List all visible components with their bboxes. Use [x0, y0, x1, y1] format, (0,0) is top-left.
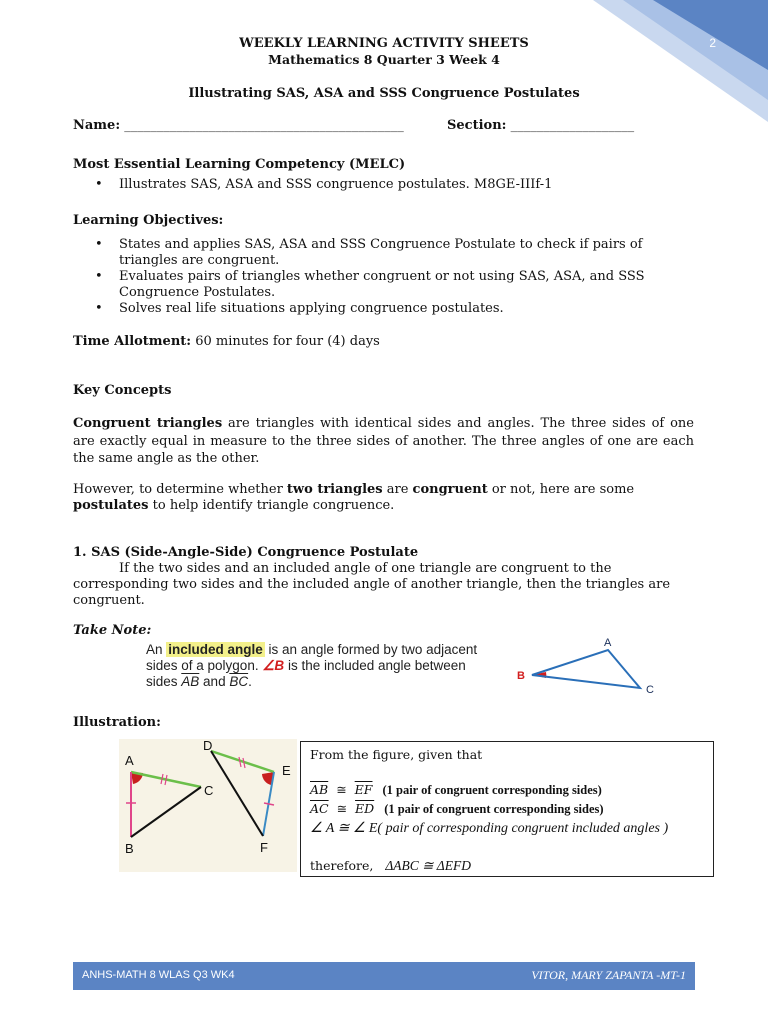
- section-field[interactable]: [447, 118, 634, 134]
- key-concepts-heading: Key Concepts: [73, 383, 172, 398]
- lesson-topic: Illustrating SAS, ASA and SSS Congruence Postulates: [188, 86, 580, 101]
- footer-author: VITOR, MARY ZAPANTA -MT-1: [531, 968, 686, 982]
- box-conclusion: therefore, ΔABC ≅ ΔEFD: [310, 858, 471, 873]
- congruent-triangles-term: Congruent triangles: [73, 416, 223, 431]
- take-note-label: Take Note:: [73, 623, 152, 638]
- objective-item: • States and applies SAS, ASA and SSS Congruence Postulate to check if pairs of triangles are congruent.: [73, 237, 673, 269]
- vertex-d-label: D: [203, 739, 213, 753]
- key-concepts-paragraph: Congruent triangles are triangles with identical sides and angles. The three sides of one are exactly equal in measure to the three sides of another. The three angles of one are each the same angle as the other.: [73, 416, 694, 466]
- box-intro: From the figure, given that: [310, 747, 483, 762]
- angle-b-ref: ∠B: [262, 658, 285, 673]
- sheet-title: WEEKLY LEARNING ACTIVITY SHEETS: [239, 36, 529, 51]
- melc-list: [73, 177, 693, 193]
- name-field[interactable]: [73, 118, 404, 134]
- included-angle-highlight: included angle: [168, 642, 263, 657]
- triangle-abc: [532, 650, 640, 688]
- page-footer: [73, 962, 695, 990]
- included-angle-figure: [510, 635, 670, 700]
- melc-heading: Most Essential Learning Competency (MELC): [73, 157, 406, 172]
- vertex-f-label: F: [260, 840, 268, 855]
- vertex-c-label: C: [204, 783, 214, 798]
- page-number: 2: [709, 36, 716, 50]
- sas-definition: If the two sides and an included angle of one triangle are congruent to the corresponding two sides and the included angle of another triangle, then the triangles are congruent.: [73, 561, 671, 608]
- vertex-b-label: B: [517, 670, 525, 682]
- objective-item: • Solves real life situations applying congruence postulates.: [73, 301, 673, 317]
- vertex-e-label: E: [282, 763, 291, 778]
- objective-item: • Evaluates pairs of triangles whether congruent or not using SAS, ASA, and SSS Congruence Postulates.: [73, 269, 673, 301]
- vertex-c-label: C: [646, 684, 654, 696]
- name-line: ___________________________________________: [124, 118, 404, 133]
- box-line-sides-1: $\overline{AB}$ ≅ $\overline{EF}$ (1 pair of congruent corresponding sides): [310, 782, 602, 797]
- time-label: Time Allotment:: [73, 334, 192, 349]
- illustration-explanation-box: [300, 741, 714, 877]
- name-label: Name:: [73, 118, 121, 133]
- box-line-sides-2: $\overline{AC}$ ≅ $\overline{ED}$ (1 pair of congruent corresponding sides): [310, 801, 604, 816]
- melc-item: • Illustrates SAS, ASA and SSS congruence postulates. M8GE-IIIf-1: [73, 177, 693, 193]
- section-line: ___________________: [510, 118, 635, 133]
- vertex-a-label: A: [125, 753, 134, 768]
- time-allotment: [73, 334, 380, 350]
- box-line-angles: ∠ A ≅ ∠ E( pair of corresponding congruent included angles ): [310, 821, 669, 836]
- included-angle-note: An included angle is an angle formed by two adjacent sides of a polygon. ∠B is the included angle between sides $\overline{AB}$ and $\overline{BC}$.: [146, 642, 478, 689]
- section-label: Section:: [447, 118, 507, 133]
- footer-course-code: ANHS-MATH 8 WLAS Q3 WK4: [82, 969, 235, 981]
- vertex-b-label: B: [125, 841, 134, 856]
- objectives-list: [73, 237, 673, 317]
- objectives-heading: Learning Objectives:: [73, 213, 224, 228]
- vertex-a-label: A: [604, 637, 612, 649]
- sas-heading: 1. SAS (Side-Angle-Side) Congruence Postulate: [73, 545, 419, 560]
- illustration-label: Illustration:: [73, 715, 161, 730]
- congruent-triangles-figure: [119, 739, 297, 872]
- postulates-intro: However, to determine whether two triangles are congruent or not, here are some postulates to help identify triangle congruence.: [73, 482, 635, 513]
- sheet-subtitle: Mathematics 8 Quarter 3 Week 4: [268, 52, 500, 67]
- congruence-statement: ΔABC ≅ ΔEFD: [385, 858, 471, 873]
- time-value: 60 minutes for four (4) days: [195, 334, 380, 349]
